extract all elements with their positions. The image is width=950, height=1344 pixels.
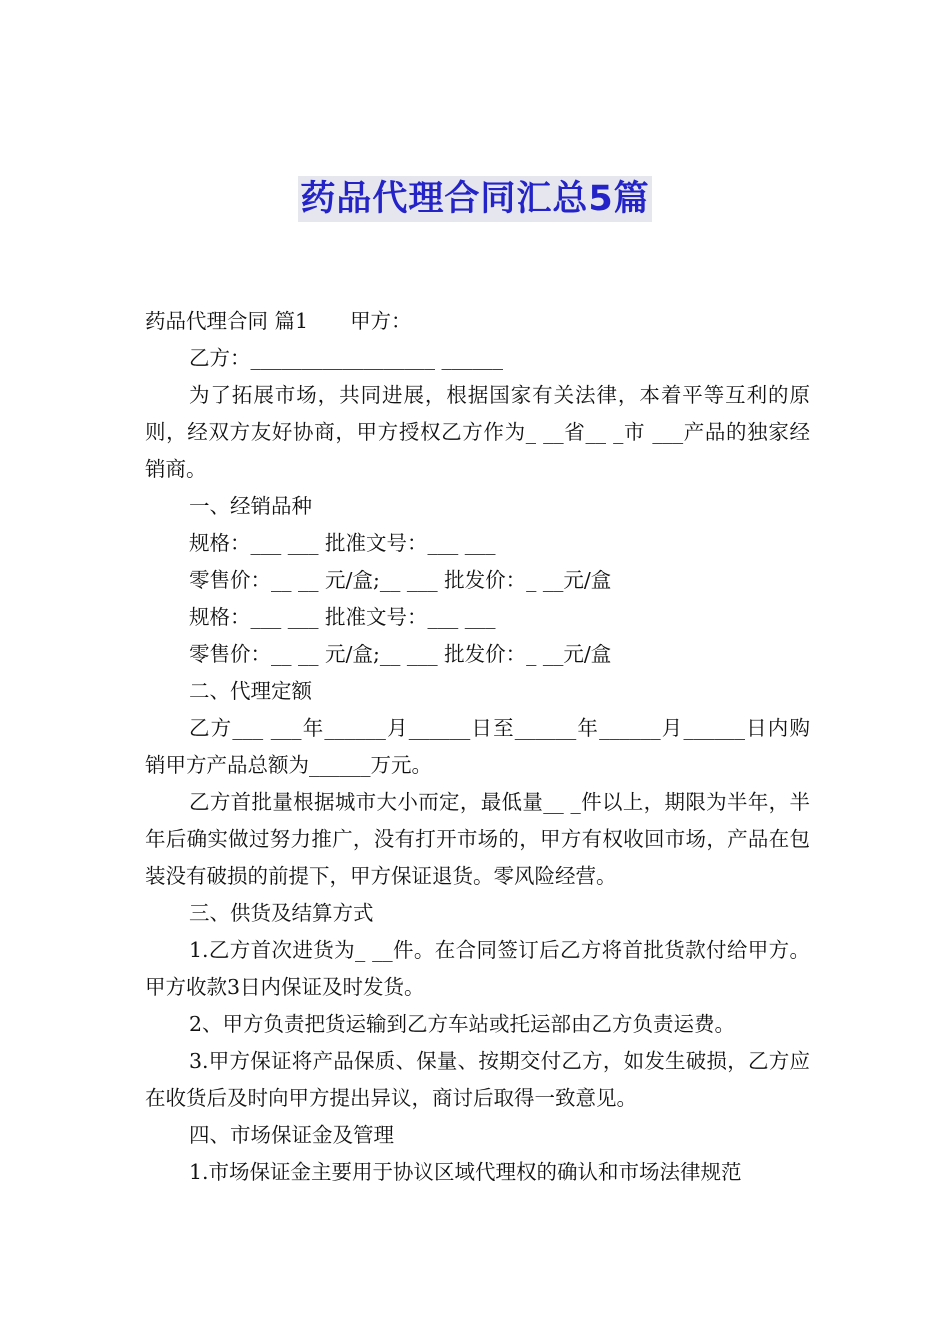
spec-line-1: 规格：___ ___ 批准文号：___ ___ <box>189 531 496 555</box>
quota-paragraph: 乙方___ ___年______月______日至______年______月______日内购销甲方产品总额为______万元。 <box>145 716 810 777</box>
supply-clause-2: 2、甲方负责把货运输到乙方车站或托运部由乙方负责运费。 <box>189 1012 736 1036</box>
intro-paragraph: 为了拓展市场，共同进展，根据国家有关法律，本着平等互利的原则，经双方友好协商，甲方授权乙方作为_ __省__ _市 ___产品的独家经销商。 <box>145 383 810 481</box>
deposit-clause-1: 1.市场保证金主要用于协议区域代理权的确认和市场法律规范 <box>189 1160 742 1184</box>
section-2-heading: 二、代理定额 <box>189 679 312 703</box>
price-line-1: 零售价：__ __ 元/盒;__ ___ 批发价：_ __元/盒 <box>189 568 612 592</box>
section-3-heading: 三、供货及结算方式 <box>189 901 374 925</box>
section-4-heading: 四、市场保证金及管理 <box>189 1123 394 1147</box>
section-heading-line <box>145 303 810 340</box>
spec-line-2: 规格：___ ___ 批准文号：___ ___ <box>189 605 496 629</box>
document-title: 药品代理合同汇总5篇 <box>298 176 651 222</box>
first-batch-paragraph: 乙方首批量根据城市大小而定，最低量__ _件以上，期限为半年，半年后确实做过努力推广，没有打开市场的，甲方有权收回市场，产品在包装没有破损的前提下，甲方保证退货。零风险经营。 <box>145 790 810 888</box>
supply-clause-3: 3.甲方保证将产品保质、保量、按期交付乙方，如发生破损，乙方应在收货后及时向甲方提出异议，商讨后取得一致意见。 <box>145 1049 810 1110</box>
supply-clause-1: 1.乙方首次进货为_ __件。在合同签订后乙方将首批货款付给甲方。甲方收款3日内保证及时发货。 <box>145 938 810 999</box>
title-container <box>0 176 950 222</box>
party-a-label: 甲方： <box>350 309 412 333</box>
party-b-line: 乙方：__________________ ______ <box>189 346 504 370</box>
contract-heading: 药品代理合同 篇1 <box>145 309 309 333</box>
price-line-2: 零售价：__ __ 元/盒;__ ___ 批发价：_ __元/盒 <box>189 642 612 666</box>
section-1-heading: 一、经销品种 <box>189 494 312 518</box>
document-body <box>145 303 810 1191</box>
